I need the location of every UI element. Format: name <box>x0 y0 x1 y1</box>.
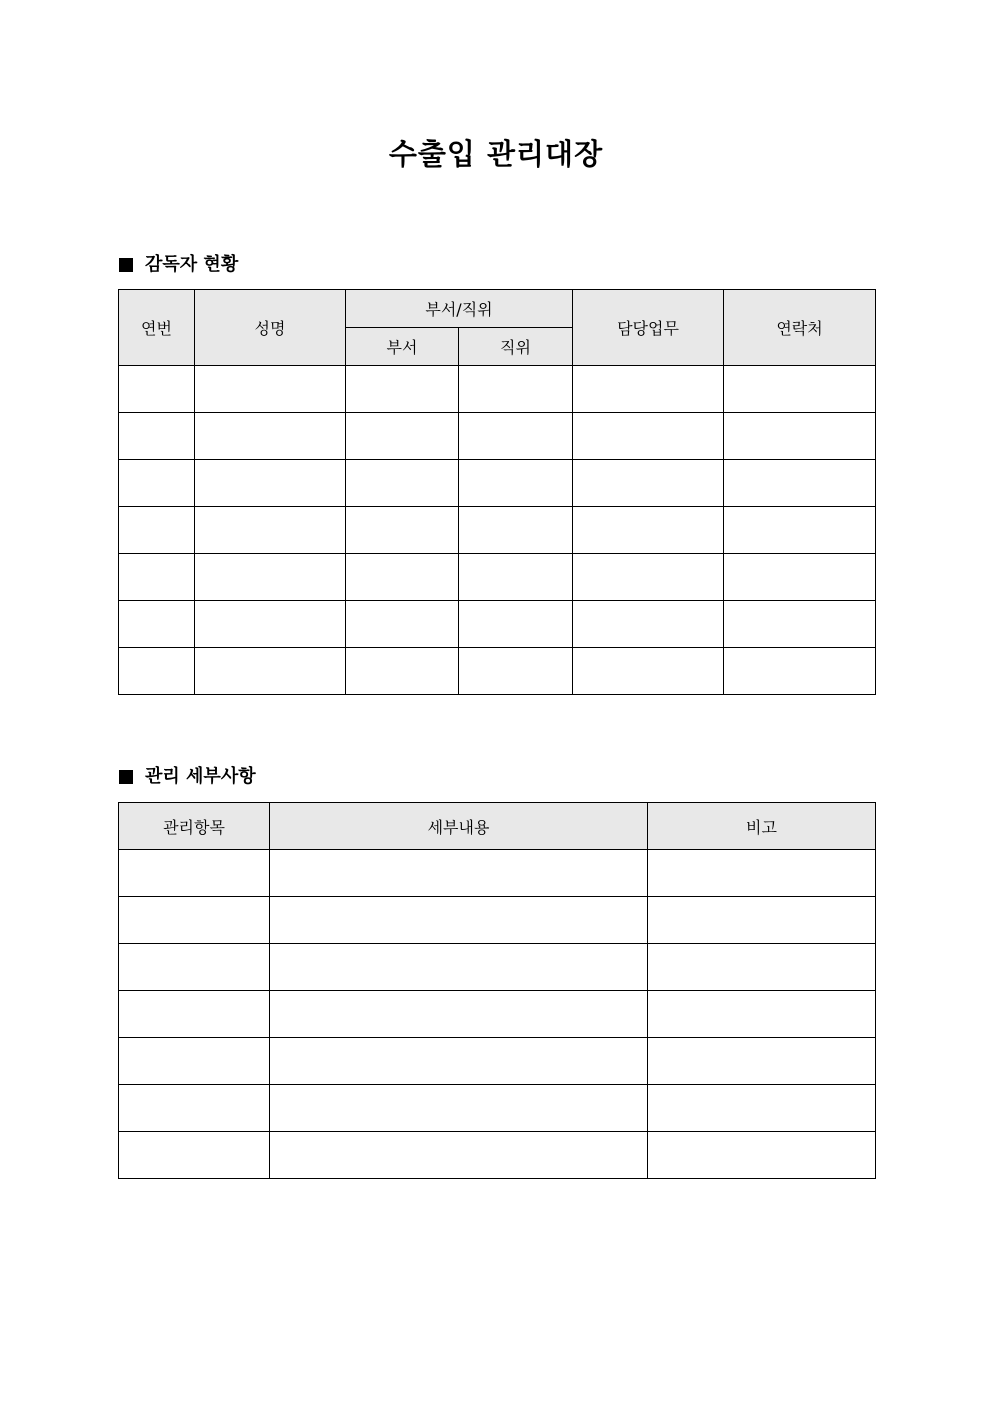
table-cell[interactable] <box>573 648 724 695</box>
table-cell[interactable] <box>119 460 195 507</box>
table-row <box>119 991 876 1038</box>
table-cell[interactable] <box>573 507 724 554</box>
table-row <box>119 507 876 554</box>
table-cell[interactable] <box>459 366 573 413</box>
detail-section-heading <box>119 765 256 789</box>
table-cell[interactable] <box>119 1038 270 1085</box>
detail-heading-label: 관리 세부사항 <box>145 766 256 787</box>
table-cell[interactable] <box>119 413 195 460</box>
table-cell[interactable] <box>346 366 459 413</box>
table-cell[interactable] <box>459 507 573 554</box>
table-cell[interactable] <box>195 554 346 601</box>
table-cell[interactable] <box>119 554 195 601</box>
table-cell[interactable] <box>724 601 876 648</box>
col-header-item: 관리항목 <box>119 803 270 850</box>
table-row <box>119 648 876 695</box>
detail-table-body <box>119 850 876 1179</box>
table-cell[interactable] <box>270 1085 648 1132</box>
col-header-dept: 부서 <box>346 328 459 366</box>
table-cell[interactable] <box>459 601 573 648</box>
table-cell[interactable] <box>648 1038 876 1085</box>
table-cell[interactable] <box>648 944 876 991</box>
table-cell[interactable] <box>648 897 876 944</box>
table-row <box>119 944 876 991</box>
table-cell[interactable] <box>648 991 876 1038</box>
supervisor-section-heading <box>119 253 238 277</box>
col-header-content: 세부내용 <box>270 803 648 850</box>
table-row <box>119 366 876 413</box>
table-cell[interactable] <box>573 601 724 648</box>
table-row <box>119 601 876 648</box>
table-cell[interactable] <box>573 413 724 460</box>
detail-table <box>118 802 876 1179</box>
col-header-position: 직위 <box>459 328 573 366</box>
table-cell[interactable] <box>724 366 876 413</box>
table-cell[interactable] <box>195 601 346 648</box>
supervisor-table-body <box>119 366 876 695</box>
supervisor-heading-label: 감독자 현황 <box>145 254 239 275</box>
table-row <box>119 413 876 460</box>
table-cell[interactable] <box>119 897 270 944</box>
table-cell[interactable] <box>119 648 195 695</box>
table-cell[interactable] <box>573 460 724 507</box>
table-cell[interactable] <box>573 366 724 413</box>
table-row <box>119 850 876 897</box>
table-cell[interactable] <box>346 554 459 601</box>
table-cell[interactable] <box>346 507 459 554</box>
table-cell[interactable] <box>270 850 648 897</box>
document-title: 수출입 관리대장 <box>388 137 604 171</box>
table-cell[interactable] <box>648 850 876 897</box>
table-cell[interactable] <box>648 1085 876 1132</box>
col-header-contact: 연락처 <box>724 290 876 366</box>
table-row <box>119 1085 876 1132</box>
table-cell[interactable] <box>195 366 346 413</box>
table-cell[interactable] <box>459 554 573 601</box>
table-cell[interactable] <box>724 507 876 554</box>
table-cell[interactable] <box>195 460 346 507</box>
table-cell[interactable] <box>270 1038 648 1085</box>
table-cell[interactable] <box>119 991 270 1038</box>
table-cell[interactable] <box>346 648 459 695</box>
table-cell[interactable] <box>119 507 195 554</box>
table-cell[interactable] <box>573 554 724 601</box>
table-cell[interactable] <box>724 554 876 601</box>
table-cell[interactable] <box>459 648 573 695</box>
table-cell[interactable] <box>119 1085 270 1132</box>
table-row <box>119 1132 876 1179</box>
table-row <box>119 460 876 507</box>
table-cell[interactable] <box>195 413 346 460</box>
table-cell[interactable] <box>648 1132 876 1179</box>
table-cell[interactable] <box>724 460 876 507</box>
table-cell[interactable] <box>346 413 459 460</box>
table-row <box>119 1038 876 1085</box>
table-row <box>119 554 876 601</box>
table-cell[interactable] <box>270 991 648 1038</box>
table-cell[interactable] <box>724 648 876 695</box>
table-cell[interactable] <box>119 944 270 991</box>
supervisor-table <box>118 289 876 695</box>
table-cell[interactable] <box>459 413 573 460</box>
col-header-dept-position: 부서/직위 <box>346 290 573 328</box>
table-cell[interactable] <box>270 1132 648 1179</box>
col-header-no: 연번 <box>119 290 195 366</box>
col-header-note: 비고 <box>648 803 876 850</box>
table-cell[interactable] <box>119 1132 270 1179</box>
table-cell[interactable] <box>346 460 459 507</box>
table-cell[interactable] <box>270 897 648 944</box>
table-cell[interactable] <box>195 507 346 554</box>
table-cell[interactable] <box>346 601 459 648</box>
table-cell[interactable] <box>119 850 270 897</box>
square-bullet-icon <box>119 258 133 272</box>
table-cell[interactable] <box>459 460 573 507</box>
table-cell[interactable] <box>724 413 876 460</box>
col-header-duty: 담당업무 <box>573 290 724 366</box>
table-cell[interactable] <box>119 601 195 648</box>
table-cell[interactable] <box>119 366 195 413</box>
square-bullet-icon <box>119 770 133 784</box>
table-cell[interactable] <box>195 648 346 695</box>
table-cell[interactable] <box>270 944 648 991</box>
table-row <box>119 897 876 944</box>
col-header-name: 성명 <box>195 290 346 366</box>
